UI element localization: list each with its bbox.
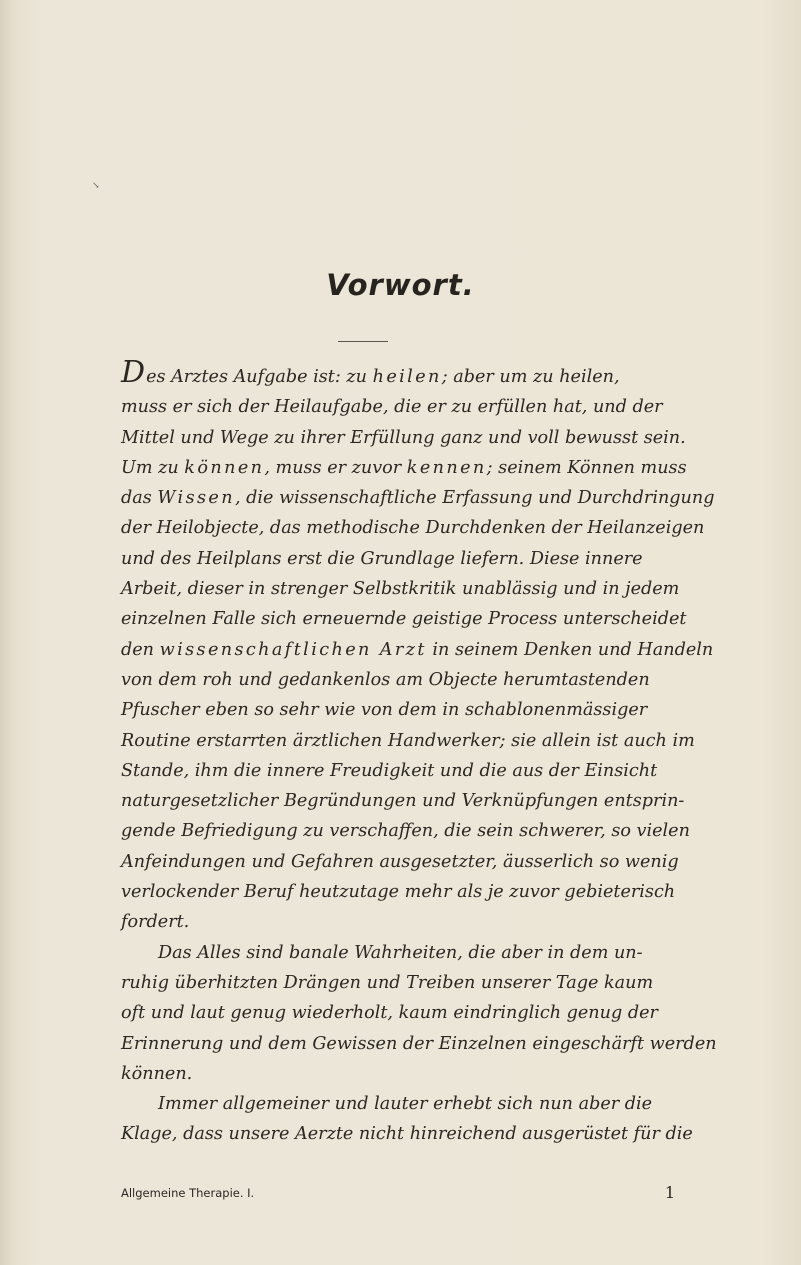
line-segment: Mittel und Wege zu ihrer Erfüllung ganz und voll bewusst sein. xyxy=(121,427,686,448)
line-segment: Arbeit, dieser in strenger Selbstkritik unablässig und in jedem xyxy=(121,579,680,600)
page-footer xyxy=(121,1183,681,1205)
text-line xyxy=(121,786,685,816)
text-line xyxy=(121,423,686,453)
text-line xyxy=(121,635,714,665)
text-line xyxy=(121,665,681,695)
text-line xyxy=(121,513,705,543)
text-run: den xyxy=(121,639,160,660)
line-segment xyxy=(121,635,713,665)
line-segment xyxy=(121,483,714,513)
line-segment: können. xyxy=(121,1063,193,1084)
emphasis: wissenschaftlichen Arzt xyxy=(159,639,427,660)
line-segment: und des Heilplans erst die Grundlage liefern. Diese innere xyxy=(121,548,643,569)
text-line xyxy=(121,604,687,634)
line-segment: Routine erstarrten ärztlichen Handwerker; sie allein ist auch im xyxy=(121,730,695,751)
text-line xyxy=(121,847,681,877)
body-text xyxy=(121,355,717,1150)
line-segment: einzelnen Falle sich erneuernde geistige Process unterscheidet xyxy=(121,609,687,630)
margin-mark: ↘ xyxy=(92,181,100,191)
line-segment: ruhig überhitzten Drängen und Treiben unserer Tage kaum xyxy=(121,972,654,993)
line-segment: Pfuscher eben so sehr wie von dem in schablonenmässiger xyxy=(121,700,648,721)
line-segment: Erinnerung und dem Gewissen der Einzelnen eingeschärft werden xyxy=(121,1033,717,1054)
line-segment: naturgesetzlicher Begründungen und Verknüpfungen entsprin- xyxy=(121,791,685,812)
text-line xyxy=(121,1119,693,1149)
text-run: das xyxy=(121,488,158,509)
emphasis: können xyxy=(184,457,265,478)
drop-cap: D xyxy=(121,355,146,390)
line-segment: von dem roh und gedankenlos am Objecte herumtastenden xyxy=(121,669,650,690)
line-segment: Anfeindungen und Gefahren ausgesetzter, äusserlich so wenig xyxy=(121,851,679,872)
text-line xyxy=(121,907,681,937)
page-number: 1 xyxy=(664,1183,675,1202)
text-line xyxy=(121,1089,681,1119)
line-segment: fordert. xyxy=(121,912,190,933)
text-run: in seinem Denken und Handeln xyxy=(426,639,714,660)
text-run: , die wissenschaftliche Erfassung und Durchdringung xyxy=(234,488,715,509)
line-segment xyxy=(121,453,687,483)
text-run: Um zu xyxy=(121,457,185,478)
text-line xyxy=(121,938,681,968)
text-run: ; seinem Können muss xyxy=(486,457,687,478)
emphasis: kennen xyxy=(406,457,487,478)
text-line xyxy=(121,998,681,1028)
text-line xyxy=(121,816,690,846)
line-segment: verlockender Beruf heutzutage mehr als je zuvor gebieterisch xyxy=(121,882,676,903)
line-segment: Stande, ihm die innere Freudigkeit und die aus der Einsicht xyxy=(121,760,658,781)
text-run: , muss er zuvor xyxy=(264,457,407,478)
line-segment: oft und laut genug wiederholt, kaum eindringlich genug der xyxy=(121,1003,658,1024)
text-line xyxy=(121,695,681,725)
line-segment: Klage, dass unsere Aerzte nicht hinreichend ausgerüstet für die xyxy=(121,1124,693,1145)
text-line xyxy=(121,1029,717,1059)
text-line xyxy=(121,968,681,998)
line-segment: muss er sich der Heilaufgabe, die er zu erfüllen hat, und der xyxy=(121,397,663,418)
text-line xyxy=(121,483,715,513)
text-line xyxy=(121,544,681,574)
line-segment: gende Befriedigung zu verschaffen, die sein schwerer, so vielen xyxy=(121,821,690,842)
line-segment: Des Arztes Aufgabe ist: zu heilen; aber um zu heilen, xyxy=(121,355,620,390)
text-line xyxy=(121,756,681,786)
signature-mark: Allgemeine Therapie. I. xyxy=(121,1186,255,1200)
text-line xyxy=(121,574,681,604)
page-title: Vorwort. xyxy=(326,268,475,302)
emphasis: Wissen xyxy=(157,488,235,509)
text-line xyxy=(121,877,681,907)
text-line xyxy=(121,726,695,756)
text-line xyxy=(121,392,681,422)
text-line xyxy=(121,355,681,392)
line-segment: Das Alles sind banale Wahrheiten, die aber in dem un- xyxy=(158,942,643,963)
text-line xyxy=(121,1059,681,1089)
emphasis: heilen xyxy=(372,367,442,387)
text-line xyxy=(121,453,687,483)
line-segment: der Heilobjecte, das methodische Durchdenken der Heilanzeigen xyxy=(121,518,705,539)
title-rule xyxy=(338,341,388,342)
line-segment: Immer allgemeiner und lauter erhebt sich nun aber die xyxy=(158,1094,653,1115)
